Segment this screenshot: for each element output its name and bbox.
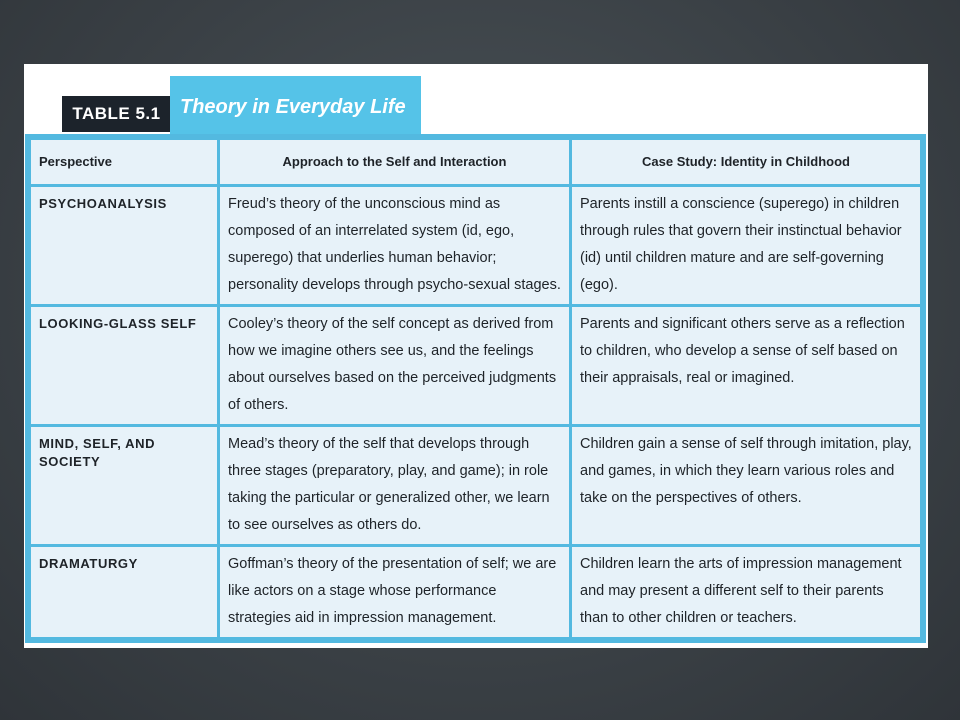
perspective-cell: LOOKING-GLASS SELF	[31, 307, 217, 424]
case-study-cell: Parents instill a conscience (superego) in children through rules that govern their instinctual behavior (id) until children mature and are self-governing (ego).	[572, 187, 920, 304]
approach-cell: Goffman’s theory of the presentation of self; we are like actors on a stage whose performance strategies aid in impression management.	[220, 547, 569, 637]
theory-table-frame	[25, 134, 926, 643]
case-study-cell: Children learn the arts of impression management and may present a different self to their parents than to other children or teachers.	[572, 547, 920, 637]
header-perspective: Perspective	[31, 140, 217, 184]
perspective-cell: DRAMATURGY	[31, 547, 217, 637]
table-header-row	[31, 140, 920, 184]
perspective-cell: MIND, SELF, AND SOCIETY	[31, 427, 217, 544]
approach-cell: Freud’s theory of the unconscious mind as composed of an interrelated system (id, ego, superego) that underlies human behavior; personality develops through psycho-sexual stages.	[220, 187, 569, 304]
table-row	[31, 547, 920, 637]
table-row	[31, 307, 920, 424]
perspective-cell: PSYCHOANALYSIS	[31, 187, 217, 304]
approach-cell: Cooley’s theory of the self concept as derived from how we imagine others see us, and the feelings about ourselves based on the perceived judgments of others.	[220, 307, 569, 424]
header-approach: Approach to the Self and Interaction	[220, 140, 569, 184]
case-study-cell: Children gain a sense of self through imitation, play, and games, in which they learn various roles and take on the perspectives of others.	[572, 427, 920, 544]
case-study-cell: Parents and significant others serve as a reflection to children, who develop a sense of self based on their appraisals, real or imagined.	[572, 307, 920, 424]
table-row	[31, 427, 920, 544]
table-number-tag: TABLE 5.1	[62, 96, 171, 132]
theory-table	[28, 137, 923, 640]
header-case-study: Case Study: Identity in Childhood	[572, 140, 920, 184]
table-title-banner: Theory in Everyday Life	[170, 76, 421, 138]
slide	[24, 64, 928, 648]
table-row	[31, 187, 920, 304]
approach-cell: Mead’s theory of the self that develops through three stages (preparatory, play, and game); in role taking the particular or generalized other, we learn to see ourselves as others do.	[220, 427, 569, 544]
